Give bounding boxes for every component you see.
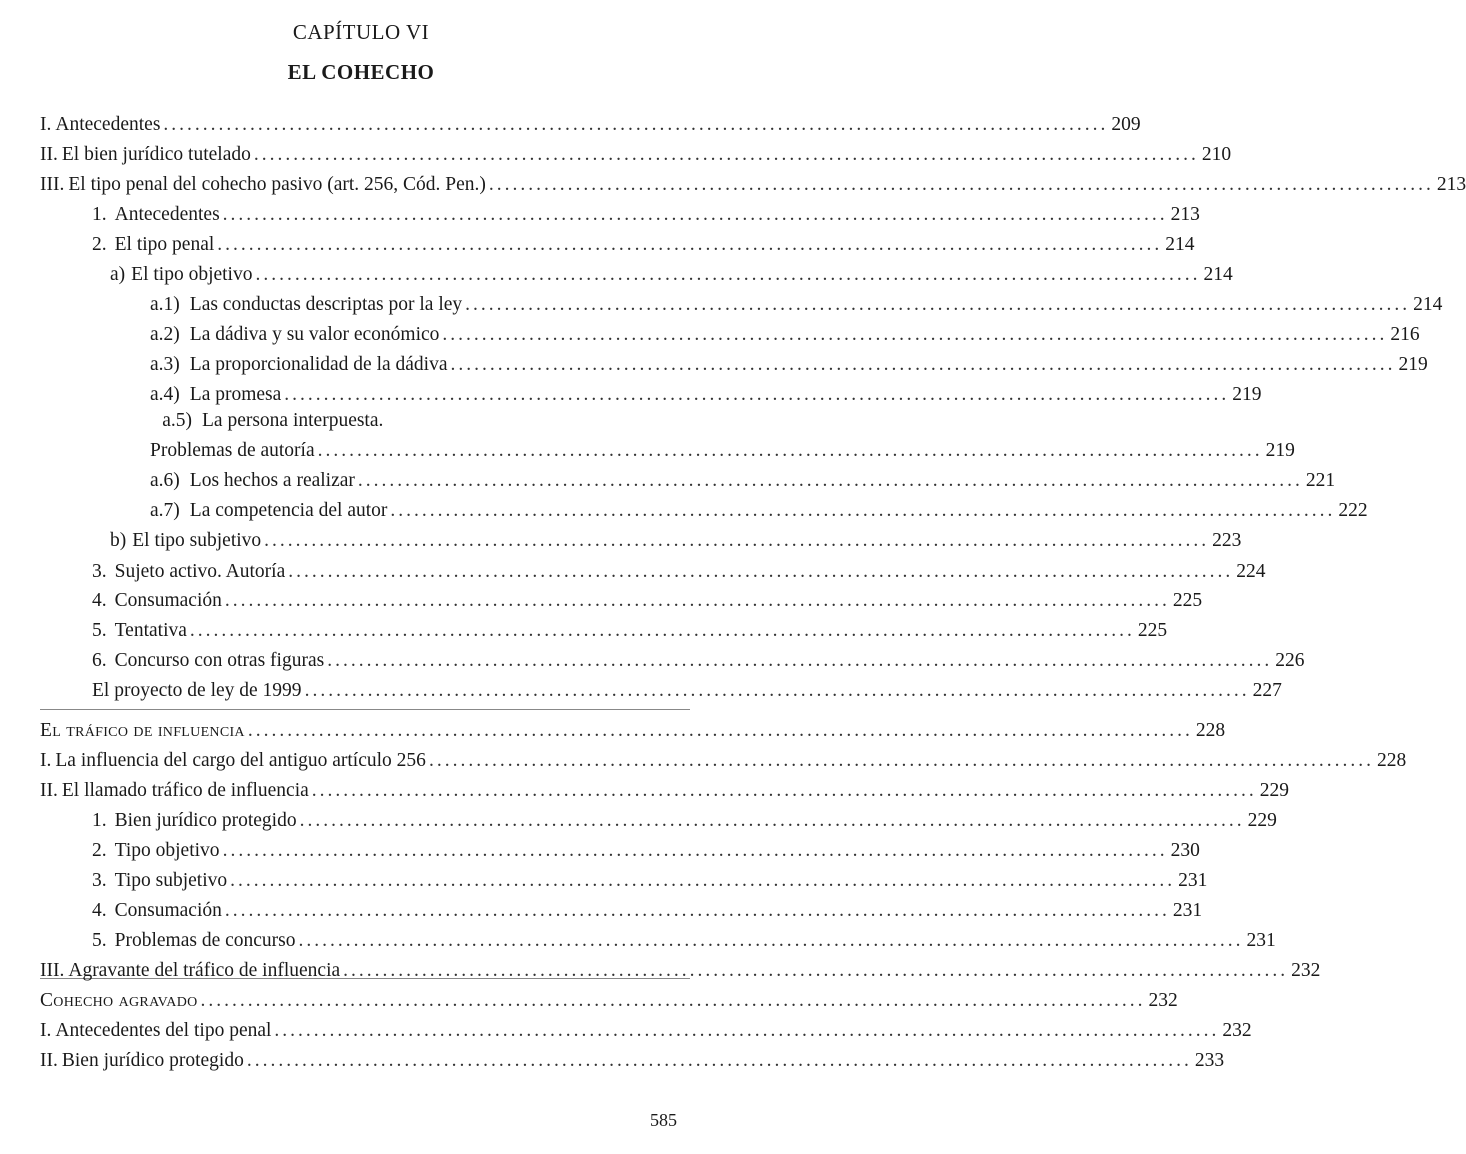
toc-entry-number: a.4) <box>150 384 180 405</box>
dot-leader: ........................................................................................................................ <box>189 620 1135 641</box>
toc-entry-number: a.2) <box>150 324 180 345</box>
toc-entry[interactable] <box>40 172 1466 198</box>
toc-entry-number: II. <box>40 780 58 801</box>
toc-entry-number: 4. <box>92 590 107 611</box>
toc-entry-page: 231 <box>1178 870 1208 891</box>
page-number: 585 <box>650 1110 677 1130</box>
toc-entry-label: Cohecho agravado <box>40 990 198 1011</box>
chapter-heading: CAPÍTULO VI <box>292 20 430 44</box>
toc-entry-number: I. <box>40 750 52 771</box>
toc-entry-page: 223 <box>1212 530 1242 551</box>
toc-entry-label: Problemas de autoría <box>150 440 315 461</box>
toc-entry[interactable] <box>92 868 1208 894</box>
toc-entry-page: 213 <box>1170 204 1200 225</box>
toc-entry[interactable] <box>110 528 1242 554</box>
toc-entry[interactable] <box>40 988 1178 1014</box>
toc-entry-label: Antecedentes <box>114 204 220 225</box>
toc-entry[interactable] <box>92 678 1282 704</box>
dot-leader: ........................................................................................................................ <box>311 780 1257 801</box>
toc-entry-label: La dádiva y su valor económico <box>189 324 440 345</box>
toc-entry[interactable] <box>92 898 1203 924</box>
toc-entry-page: 232 <box>1222 1020 1252 1041</box>
dot-leader: ........................................................................................................................ <box>288 561 1234 582</box>
toc-entry[interactable] <box>150 382 1262 408</box>
toc-entry-page: 228 <box>1195 720 1226 741</box>
toc-entry[interactable] <box>92 928 1276 954</box>
toc-entry-number: 2. <box>92 840 107 861</box>
dot-leader: ........................................................................................................................ <box>274 1020 1220 1041</box>
toc-entry[interactable] <box>40 748 1407 774</box>
toc-entry-number: 5. <box>92 620 107 641</box>
toc-entry-number: I. <box>40 114 52 135</box>
toc-entry[interactable] <box>92 202 1200 228</box>
section-divider <box>40 709 690 710</box>
toc-entry-number: III. <box>40 174 65 195</box>
toc-entry[interactable] <box>150 498 1368 524</box>
toc-entry[interactable] <box>150 438 1295 464</box>
toc-entry-number: II. <box>40 1050 58 1071</box>
toc-entry[interactable] <box>40 142 1232 168</box>
toc-entry[interactable] <box>92 588 1203 614</box>
toc-entry-label: El bien jurídico tutelado <box>61 144 251 165</box>
dot-leader: ........................................................................................................................ <box>327 650 1273 671</box>
toc-entry-page: 230 <box>1170 840 1200 861</box>
toc-entry-page: 233 <box>1194 1050 1225 1071</box>
toc-entry-label: El proyecto de ley de 1999 <box>92 680 302 701</box>
toc-entry-label: El tipo objetivo <box>131 264 253 285</box>
toc-entry-page: 214 <box>1413 294 1443 315</box>
toc-entry-label: Tipo subjetivo <box>114 870 228 891</box>
toc-entry[interactable] <box>40 1048 1225 1074</box>
toc-entry-page: 229 <box>1259 780 1290 801</box>
toc-entry-label: La proporcionalidad de la dádiva <box>189 354 448 375</box>
toc-entry[interactable] <box>40 1018 1252 1044</box>
toc-entry-page: 219 <box>1398 354 1428 375</box>
dot-leader: ........................................................................................................................ <box>222 840 1168 861</box>
dot-leader: ........................................................................................................................ <box>217 234 1163 255</box>
dot-leader: ........................................................................................................................ <box>253 144 1199 165</box>
toc-entry-label: El tipo penal del cohecho pasivo (art. 256, Cód. Pen.) <box>68 174 486 195</box>
dot-leader: ........................................................................................................................ <box>317 440 1263 461</box>
dot-leader: ........................................................................................................................ <box>357 470 1303 491</box>
toc-entry-page: 232 <box>1148 990 1178 1011</box>
dot-leader: ........................................................................................................................ <box>428 750 1374 771</box>
toc-entry[interactable] <box>92 618 1168 644</box>
toc-entry-number: a.5) <box>162 410 192 431</box>
dot-leader: ........................................................................................................................ <box>442 324 1388 345</box>
toc-entry-number: a.7) <box>150 500 180 521</box>
toc-entry-label: Sujeto activo. Autoría <box>114 561 286 582</box>
toc-entry-label: El tipo subjetivo <box>132 530 262 551</box>
dot-leader: ........................................................................................................................ <box>450 354 1396 375</box>
dot-leader: ........................................................................................................................ <box>390 500 1336 521</box>
toc-entry[interactable] <box>150 468 1336 494</box>
toc-entry-number: I. <box>40 1020 52 1041</box>
toc-entry-page: 214 <box>1203 264 1233 285</box>
dot-leader: ........................................................................................................................ <box>298 930 1244 951</box>
toc-entry-page: 231 <box>1246 930 1276 951</box>
toc-entry-number: 5. <box>92 930 107 951</box>
dot-leader: ........................................................................................................................ <box>299 810 1245 831</box>
dot-leader: ........................................................................................................................ <box>247 720 1193 741</box>
dot-leader: ........................................................................................................................ <box>224 900 1170 921</box>
dot-leader: ........................................................................................................................ <box>246 1050 1192 1071</box>
toc-entry-label: El tráfico de influencia <box>40 720 245 741</box>
toc-entry-first-line <box>150 408 384 434</box>
toc-entry-label: Las conductas descriptas por la ley <box>189 294 463 315</box>
dot-leader: ........................................................................................................................ <box>224 590 1170 611</box>
toc-entry-label: Problemas de concurso <box>114 930 296 951</box>
dot-leader: ........................................................................................................................ <box>200 990 1146 1011</box>
toc-entry[interactable] <box>40 778 1290 804</box>
toc-entry-page: 224 <box>1236 561 1266 582</box>
toc-entry-number: 2. <box>92 234 107 255</box>
toc-entry[interactable] <box>92 648 1305 674</box>
toc-entry-label: La competencia del autor <box>189 500 388 521</box>
dot-leader: ........................................................................................................................ <box>163 114 1109 135</box>
dot-leader: ........................................................................................................................ <box>222 204 1168 225</box>
toc-entry-label: Bien jurídico protegido <box>61 1050 244 1071</box>
toc-entry-number: 4. <box>92 900 107 921</box>
toc-entry[interactable] <box>92 808 1277 834</box>
toc-entry-label: Consumación <box>114 590 222 611</box>
toc-entry[interactable] <box>40 958 1321 984</box>
toc-entry-label: Tipo objetivo <box>114 840 220 861</box>
toc-entry-page: 231 <box>1172 900 1203 921</box>
chapter-title: EL COHECHO <box>287 60 435 84</box>
toc-entry-page: 226 <box>1275 650 1305 671</box>
toc-entry-number: a.3) <box>150 354 180 375</box>
toc-entry-page: 222 <box>1338 500 1368 521</box>
toc-entry-label: Los hechos a realizar <box>189 470 355 491</box>
toc-entry-page: 219 <box>1232 384 1262 405</box>
toc-entry-page: 221 <box>1305 470 1336 491</box>
toc-entry-label: Agravante del tráfico de influencia <box>68 960 341 981</box>
toc-entry[interactable] <box>92 232 1195 258</box>
toc-entry-label: Tentativa <box>114 620 187 641</box>
toc-entry-page: 228 <box>1376 750 1407 771</box>
toc-entry[interactable] <box>110 262 1233 288</box>
dot-leader: ........................................................................................................................ <box>488 174 1434 195</box>
toc-entry-number: 6. <box>92 650 107 671</box>
toc-entry-number: b) <box>110 530 127 551</box>
toc-entry[interactable] <box>40 112 1141 138</box>
toc-entry-label: La persona interpuesta. <box>202 410 384 431</box>
toc-entry-label: Antecedentes del tipo penal <box>55 1020 272 1041</box>
toc-entry-page: 225 <box>1137 620 1168 641</box>
toc-entry[interactable] <box>150 322 1420 348</box>
toc-entry-number: 3. <box>92 870 107 891</box>
toc-entry-number: 1. <box>92 810 107 831</box>
dot-leader: ........................................................................................................................ <box>304 680 1250 701</box>
toc-entry-label: Concurso con otras figuras <box>114 650 325 671</box>
toc-entry[interactable] <box>150 292 1443 318</box>
toc-entry-label: La promesa <box>189 384 282 405</box>
toc-entry-page: 209 <box>1111 114 1141 135</box>
toc-entry-label: La influencia del cargo del antiguo artículo 256 <box>55 750 426 771</box>
toc-entry-page: 229 <box>1247 810 1277 831</box>
toc-entry-page: 219 <box>1265 440 1295 461</box>
toc-entry-page: 227 <box>1252 680 1282 701</box>
toc-entry-page: 216 <box>1390 324 1420 345</box>
toc-entry[interactable] <box>92 559 1266 585</box>
toc-entry-page: 213 <box>1436 174 1466 195</box>
toc-entry-page: 232 <box>1291 960 1321 981</box>
toc-entry-number: III. <box>40 960 65 981</box>
toc-entry-number: II. <box>40 144 58 165</box>
toc-entry-label: El tipo penal <box>114 234 215 255</box>
dot-leader: ........................................................................................................................ <box>230 870 1176 891</box>
toc-entry-page: 225 <box>1172 590 1203 611</box>
toc-entry-label: Bien jurídico protegido <box>114 810 297 831</box>
toc-entry-number: a) <box>110 264 126 285</box>
toc-entry-number: 1. <box>92 204 107 225</box>
toc-entry-page: 210 <box>1201 144 1232 165</box>
dot-leader: ........................................................................................................................ <box>264 530 1210 551</box>
dot-leader: ........................................................................................................................ <box>284 384 1230 405</box>
toc-entry-number: 3. <box>92 561 107 582</box>
dot-leader: ........................................................................................................................ <box>255 264 1201 285</box>
toc-entry-page: 214 <box>1165 234 1195 255</box>
toc-entry-number: a.6) <box>150 470 180 491</box>
toc-entry[interactable] <box>92 838 1200 864</box>
toc-entry-label: El llamado tráfico de influencia <box>61 780 309 801</box>
toc-entry-label: Antecedentes <box>55 114 161 135</box>
toc-entry[interactable] <box>150 352 1428 378</box>
toc-entry-number: a.1) <box>150 294 180 315</box>
dot-leader: ........................................................................................................................ <box>343 960 1289 981</box>
toc-entry[interactable] <box>40 718 1226 744</box>
dot-leader: ........................................................................................................................ <box>465 294 1411 315</box>
toc-entry-label: Consumación <box>114 900 222 921</box>
